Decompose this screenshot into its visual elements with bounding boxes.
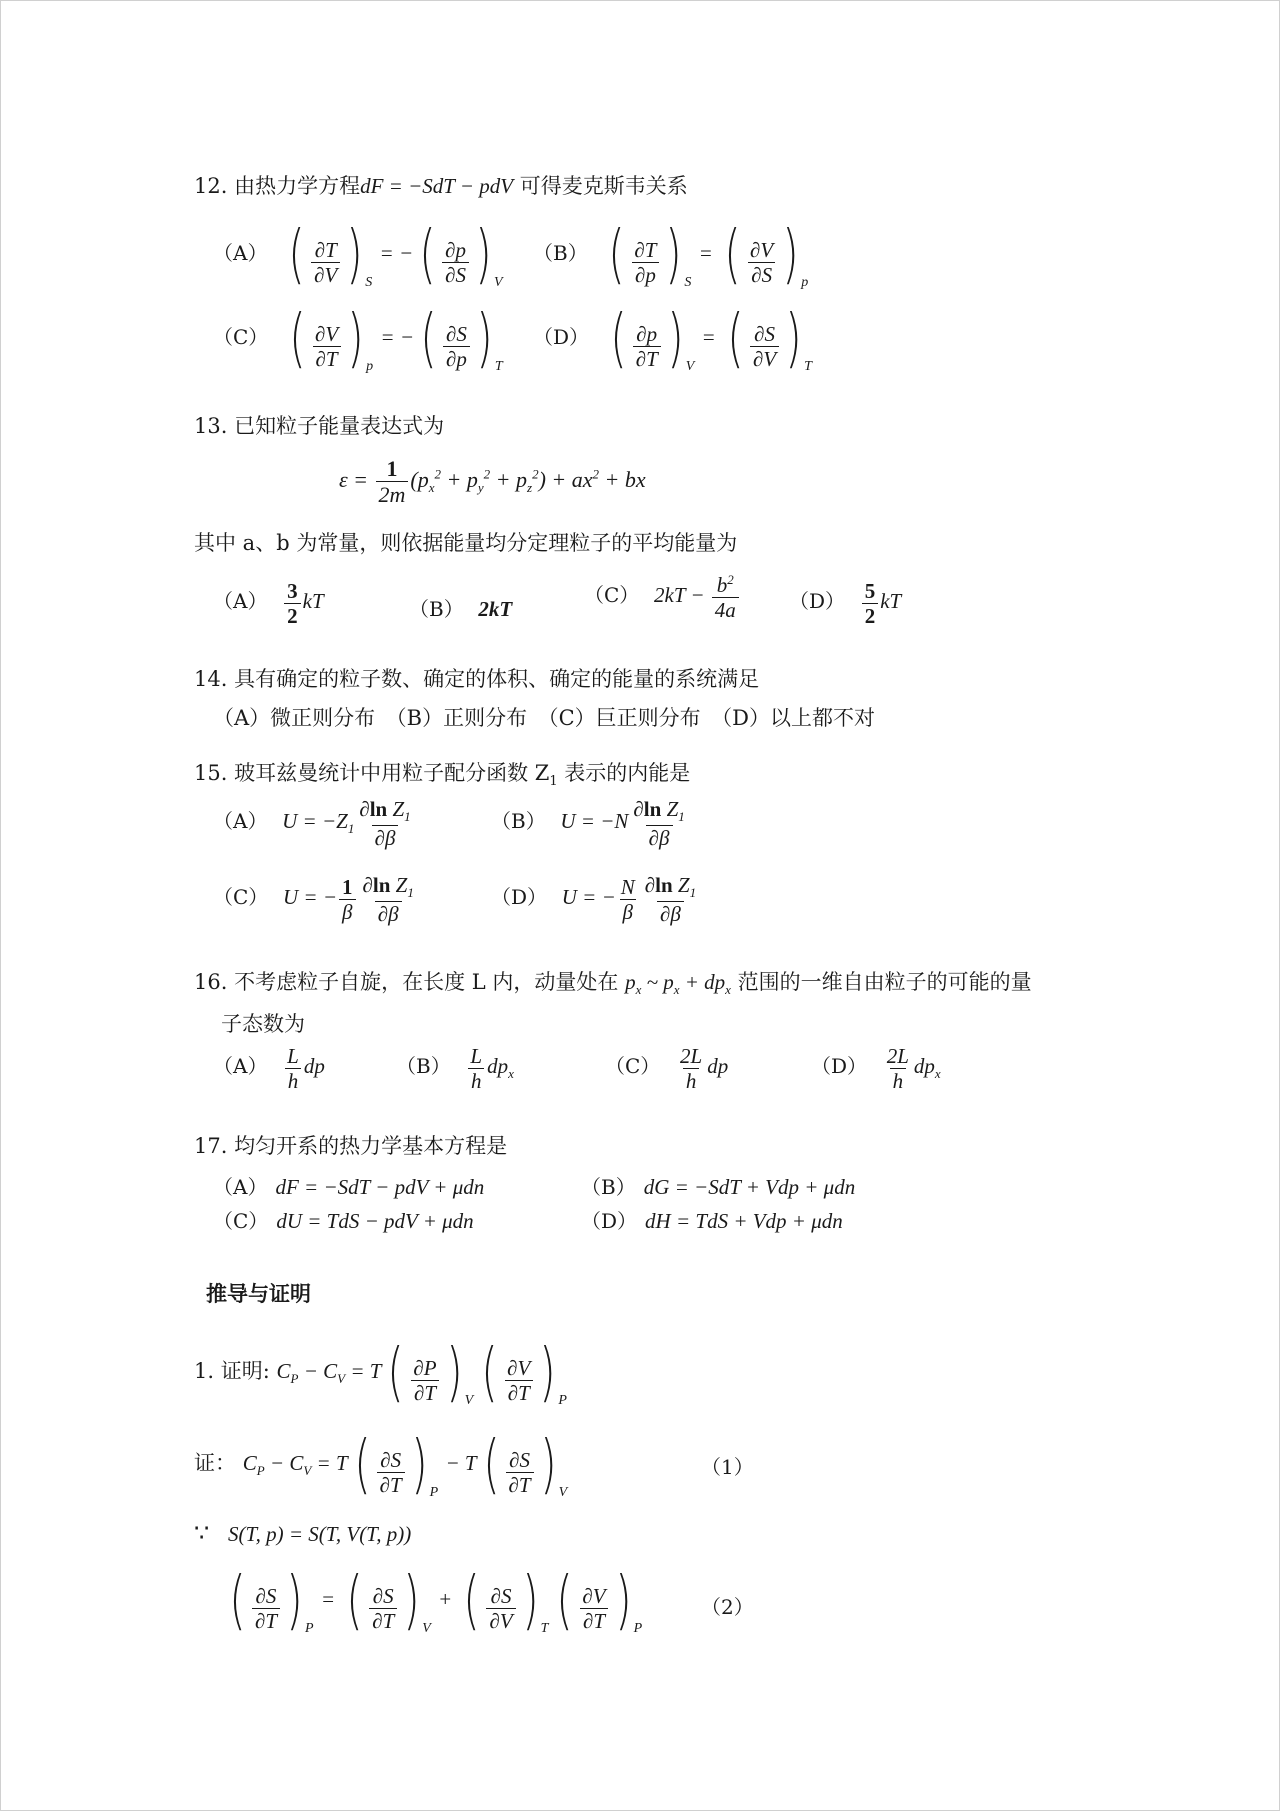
- q16-stem: 16. 不考虑粒子自旋，在长度 L 内，动量处在 $p_x$ ~ $p_x + dp_x$ 范围的一维自由粒子的可能的量: [194, 970, 1032, 998]
- proof-1-statement: 1. 证明: $C_P - C_V = T$ ( $\frac{\partial P}{\partial T}$ ) V ( $\frac{\partial V}{\partial T}$ ) P: [194, 1336, 567, 1410]
- q15-option-c: （C） U = − $\frac{1}{\beta}$ $\frac{\partial\ln Z_1}{\partial\beta}$: [213, 873, 414, 927]
- q12-stem: 12. 由热力学方程dF = −SdT − pdV 可得麦克斯韦关系: [194, 174, 688, 198]
- equation-number-1: （1）: [701, 1455, 754, 1479]
- q13-option-c: （C） 2kT − $\frac{b^2}{4a}$: [584, 573, 741, 622]
- q13-option-b: （B） 2kT: [409, 597, 513, 621]
- q15-option-b: （B） U = −N $\frac{\partial\ln Z_1}{\partial\beta}$: [491, 797, 685, 851]
- q17-stem: 17. 均匀开系的热力学基本方程是: [194, 1134, 508, 1158]
- q13-stem: 13. 已知粒子能量表达式为: [194, 414, 445, 438]
- q12-d-formula: ( $\frac{\partial p}{\partial T}$ ) V = ( $\frac{\partial S}{\partial V}$ ) T: [610, 302, 812, 376]
- q17-option-b: （B） dG = −SdT + Vdp + μdn: [581, 1175, 856, 1199]
- q12-option-c: （C） ( $\frac{\partial V}{\partial T}$ ) p = − ( $\frac{\partial S}{\partial p}$ ) T: [213, 302, 503, 376]
- because-symbol: ∵: [194, 1519, 210, 1547]
- q15-option-d: （D） U = − $\frac{N}{\beta}$ $\frac{\partial\ln Z_1}{\partial\beta}$: [491, 873, 697, 927]
- q12-equation: dF = −SdT − pdV: [360, 174, 514, 198]
- proof-because-line: ∵ S(T, p) = S(T, V(T, p)): [194, 1519, 412, 1547]
- q12-option-b: （B） ( $\frac{\partial T}{\partial p}$ ) S = ( $\frac{\partial V}{\partial S}$ ) p: [533, 218, 809, 292]
- section-heading: 推导与证明: [206, 1281, 311, 1306]
- q15-stem: 15. 玻耳兹曼统计中用粒子配分函数 $Z_1$ 表示的内能是: [194, 761, 691, 790]
- equation-number-2: （2）: [701, 1595, 754, 1619]
- q16-option-d: （D） $\frac{2L}{h}$ $dp_x$: [811, 1044, 941, 1094]
- q14-options: （A）微正则分布 （B）正则分布 （C）巨正则分布 （D）以上都不对: [213, 706, 875, 730]
- q16-option-b: （B） $\frac{L}{h}$ $dp_x$: [396, 1044, 514, 1094]
- proof-equation-2: ( $\frac{\partial S}{\partial T}$ ) P = ( $\frac{\partial S}{\partial T}$ ) V + ( $\frac{\partial S}{\partial V}$ ) T ( $\frac{\partial V}{\partial T}$ ) P: [229, 1564, 643, 1638]
- q15-option-a: （A） $U = -Z_1$ $\frac{\partial\ln Z_1}{\partial\beta}$: [213, 797, 411, 851]
- q17-option-c: （C） dU = TdS − pdV + μdn: [213, 1209, 474, 1233]
- q12-b-formula: ( $\frac{\partial T}{\partial p}$ ) S = ( $\frac{\partial V}{\partial S}$ ) p: [608, 218, 809, 292]
- q12-option-d: （D） ( $\frac{\partial p}{\partial T}$ ) V = ( $\frac{\partial S}{\partial V}$ ) T: [533, 302, 812, 376]
- q12-option-a: （A） ( $\frac{\partial T}{\partial V}$ ) S = − ( $\frac{\partial p}{\partial S}$ ) V: [213, 218, 503, 292]
- q13-option-d: （D） $\frac{5}{2}$ kT: [789, 579, 902, 629]
- q12-c-formula: ( $\frac{\partial V}{\partial T}$ ) p = − ( $\frac{\partial S}{\partial p}$ ) T: [289, 302, 503, 376]
- q17-option-a: （A） dF = −SdT − pdV + μdn: [213, 1175, 485, 1199]
- q14-stem: 14. 具有确定的粒子数、确定的体积、确定的能量的系统满足: [194, 667, 760, 691]
- q16-option-a: （A） $\frac{L}{h}$ dp: [213, 1044, 325, 1094]
- q16-option-c: （C） $\frac{2L}{h}$ dp: [605, 1044, 729, 1094]
- proof-equation-1: 证： $C_P - C_V = T$ ( $\frac{\partial S}{\partial T}$ ) P − T ( $\frac{\partial S}{\partial T}$ ) V: [194, 1428, 568, 1502]
- q12-a-formula: ( $\frac{\partial T}{\partial V}$ ) S = − ( $\frac{\partial p}{\partial S}$ ) V: [288, 218, 503, 292]
- q13-option-a: （A） $\frac{3}{2}$ kT: [213, 579, 324, 629]
- q13-energy-formula: ε = $\frac{1}{2m}$ $(p_x^2 + p_y^2 + p_z^2) + ax^2$ + bx: [339, 456, 646, 508]
- q13-note: 其中 a、b 为常量，则依据能量均分定理粒子的平均能量为: [194, 531, 738, 555]
- q17-option-d: （D） dH = TdS + Vdp + μdn: [581, 1209, 843, 1233]
- q16-stem-line2: 子态数为: [221, 1012, 305, 1036]
